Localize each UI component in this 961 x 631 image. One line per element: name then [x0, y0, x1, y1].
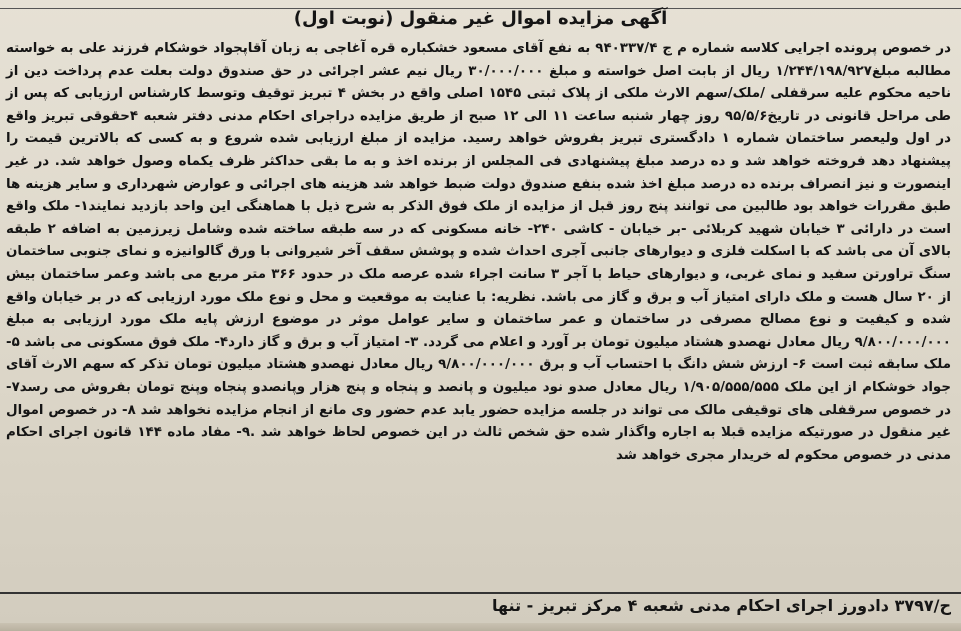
notice-signature: ح/۳۷۹۷ دادورز اجرای احکام مدنی شعبه ۴ مرکز تبریز - تنها: [0, 592, 961, 615]
notice-body: [6, 38, 951, 467]
notice-paragraph: در خصوص پرونده اجرایی کلاسه شماره م ج ۹۴۰۳۳۷/۴ به نفع آقای مسعود خشکباره قره آغاجی به زبان آقاپجواد خوشکام فرزند علی به خواسته مطالبه مبلغ۱/۲۴۴/۱۹۸/۹۲۷ ریال از بابت اصل خواسته و مبلغ ۳۰/۰۰۰/۰۰۰ ریال نیم عشر اجرائی در حق صندوق دولت بعلت عدم پرداخت دین از ناحیه محکوم علیه سرقفلی /ملک/سهم الارث ملکی از پلاک ثبتی ۱۵۴۵ اصلی واقع در بخش ۴ تبریز توقیف وتوسط کارشناس ارزیابی که پس از طی مراحل قانونی در تاریخ۹۵/۵/۶ روز چهار شنبه ساعت ۱۱ الی ۱۲ صبح از طریق مزایده دراجرای احکام مدنی دفتر شعبه ۴حقوقی تبریز واقع در اول ولیعصر ساختمان شماره ۱ دادگستری تبریز بفروش خواهد رسید. مزایده از مبلغ ارزیابی شده شروع و به کسی که بالاترین قیمت را پیشنهاد دهد فروخته خواهد شد و ده درصد مبلغ پیشنهادی فی المجلس از برنده اخذ و به ما بقی حداکثر ظرف یکماه وصول خواهد شد. در غیر اینصورت و نیز انصراف برنده ده درصد مبلغ اخذ شده بنفع صندوق دولت ضبط خواهد شد هزینه های اجرائی و عوارض شهرداری و سایر هزینه ها طبق مقررات خواهد بود طالبین می توانند پنج روز قبل از مزایده از ملک فوق الذکر به شرح ذیل با هماهنگی این واحد بازدید نمایند۱- ملک واقع است در دارائی ۳ خیابان شهید کربلائی -بر خیابان - کاشی ۲۴۰- خانه مسکونی که در سه طبقه ساخته شده وشامل زیرزمین به اضافه ۲ طبقه بالای آن می باشد که با اسکلت فلزی و دیوارهای جانبی آجری احداث شده و پوشش سقف آخر شیروانی با ورق گالوانیزه و نمای جنوبی ساختمان سنگ تراورتن سفید و نمای غربی، و دیوارهای حیاط با آجر ۳ سانت اجراء شده عرصه ملک در حدود ۳۶۶ متر مربع می باشد وعمر ساختمان بیش از ۲۰ سال هست و ملک دارای امتیاز آب و برق و گاز می باشد. نظریه: با عنایت به موقعیت و محل و نوع ملک مورد ارزیابی که در بر خیابان واقع شده و کیفیت و نوع مصالح مصرفی در ساختمان و عمر ساختمان و سایر عوامل موثر در موضوع ارزش پایه ملک مورد ارزیابی به مبلغ ۹/۸۰۰/۰۰۰/۰۰۰ ریال معادل نهصدو هشتاد میلیون تومان بر آورد و اعلام می گردد. ۳- امتیاز آب و برق و گاز دارد۴- ملک فوق مسکونی می باشد ۵- ملک سابقه ثبت است ۶- ارزش شش دانگ با احتساب آب و برق ۹/۸۰۰/۰۰۰/۰۰۰ ریال معادل نهصدو هشتاد میلیون تومان تذکر که سهم الارث آقای جواد خوشکام از این ملک ۱/۹۰۵/۵۵۵/۵۵۵ ریال معادل صدو نود میلیون و پانصد و پنجاه و پنج هزار وپانصدو پنجاه وپنج تومان بفروش می رسد۷- در خصوص سرقفلی های توقیفی مالک می تواند در جلسه مزایده حضور یابد عدم حضور وی مانع از انجام مزایده نخواهد شد ۸- در خصوص اموال غیر منقول در صورتیکه مزایده قبلا به اجاره واگذار شده حق شخص ثالث در این خصوص لحاظ خواهد شد .۹- مفاد ماده ۱۴۴ قانون اجرای احکام مدنی در خصوص محکوم له خریدار مجری خواهد شد: [6, 41, 952, 463]
bottom-fragment: [0, 623, 961, 631]
notice-title: آگهی مزایده اموال غیر منقول (نوبت اول): [293, 8, 668, 29]
